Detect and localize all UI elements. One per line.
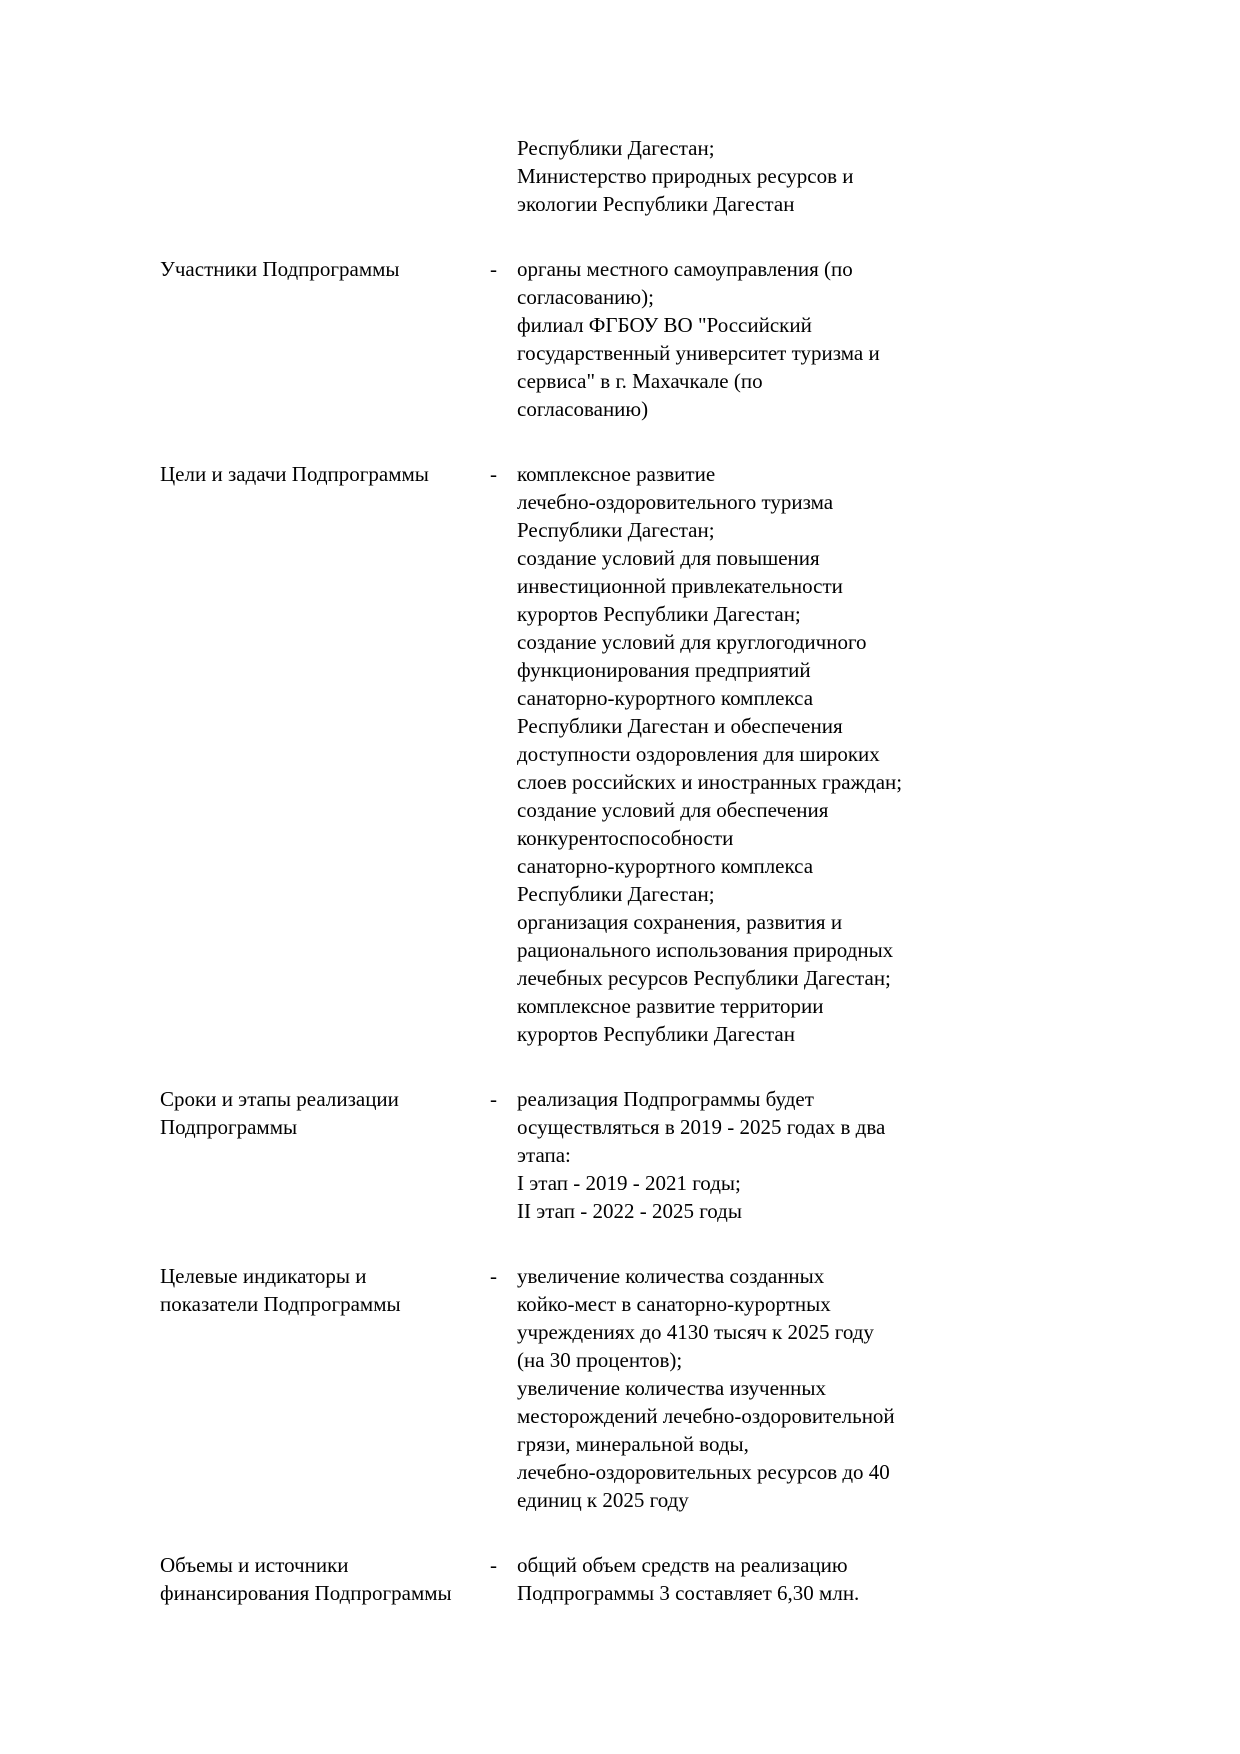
row-label: Сроки и этапы реализации Подпрограммы — [160, 1087, 399, 1139]
row-dash: - — [490, 257, 497, 281]
row-terms-stages — [160, 1085, 1240, 1225]
row-dash: - — [490, 1264, 497, 1288]
row-funding-sources — [160, 1551, 1240, 1607]
row-content: комплексное развитие лечебно-оздоровительного туризма Республики Дагестан; создание условий для повышения инвестиционной привлекательности курортов Республики Дагестан; создание условий для круглогодичного функционирования предприятий санаторно-курортного комплекса Республики Дагестан и обеспечения доступности оздоровления для широких слоев российских и иностранных граждан; создание условий для обеспечения конкурентоспособности санаторно-курортного комплекса Республики Дагестан; организация сохранения, развития и рационального использования природных лечебных ресурсов Республики Дагестан; комплексное развитие территории курортов Республики Дагестан — [517, 462, 903, 1046]
row-label: Целевые индикаторы и показатели Подпрограммы — [160, 1264, 401, 1316]
row-content: общий объем средств на реализацию Подпрограммы 3 составляет 6,30 млн. — [517, 1553, 860, 1605]
continuation-text: Республики Дагестан; Министерство природных ресурсов и экологии Республики Дагестан — [517, 136, 854, 216]
row-dash: - — [490, 462, 497, 486]
row-target-indicators — [160, 1262, 1240, 1514]
row-goals-tasks — [160, 460, 1240, 1048]
row-content: реализация Подпрограммы будет осуществляться в 2019 - 2025 годах в два этапа: I этап - 2019 - 2021 годы; II этап - 2022 - 2025 годы — [517, 1087, 886, 1223]
row-dash: - — [490, 1087, 497, 1111]
row-content: органы местного самоуправления (по согласованию); филиал ФГБОУ ВО "Российский государственный университет туризма и сервиса" в г. Махачкале (по согласованию) — [517, 257, 880, 421]
row-participants — [160, 255, 1240, 423]
row-content: увеличение количества созданных койко-мест в санаторно-курортных учреждениях до 4130 тысяч к 2025 году (на 30 процентов); увеличение количества изученных месторождений лечебно-оздоровительной грязи, минеральной воды, лечебно-оздоровительных ресурсов до 40 единиц к 2025 году — [517, 1264, 895, 1512]
row-dash: - — [490, 1553, 497, 1577]
continuation-row — [160, 134, 1240, 218]
row-label: Цели и задачи Подпрограммы — [160, 462, 429, 486]
row-label: Объемы и источники финансирования Подпрограммы — [160, 1553, 452, 1605]
row-label: Участники Подпрограммы — [160, 257, 400, 281]
